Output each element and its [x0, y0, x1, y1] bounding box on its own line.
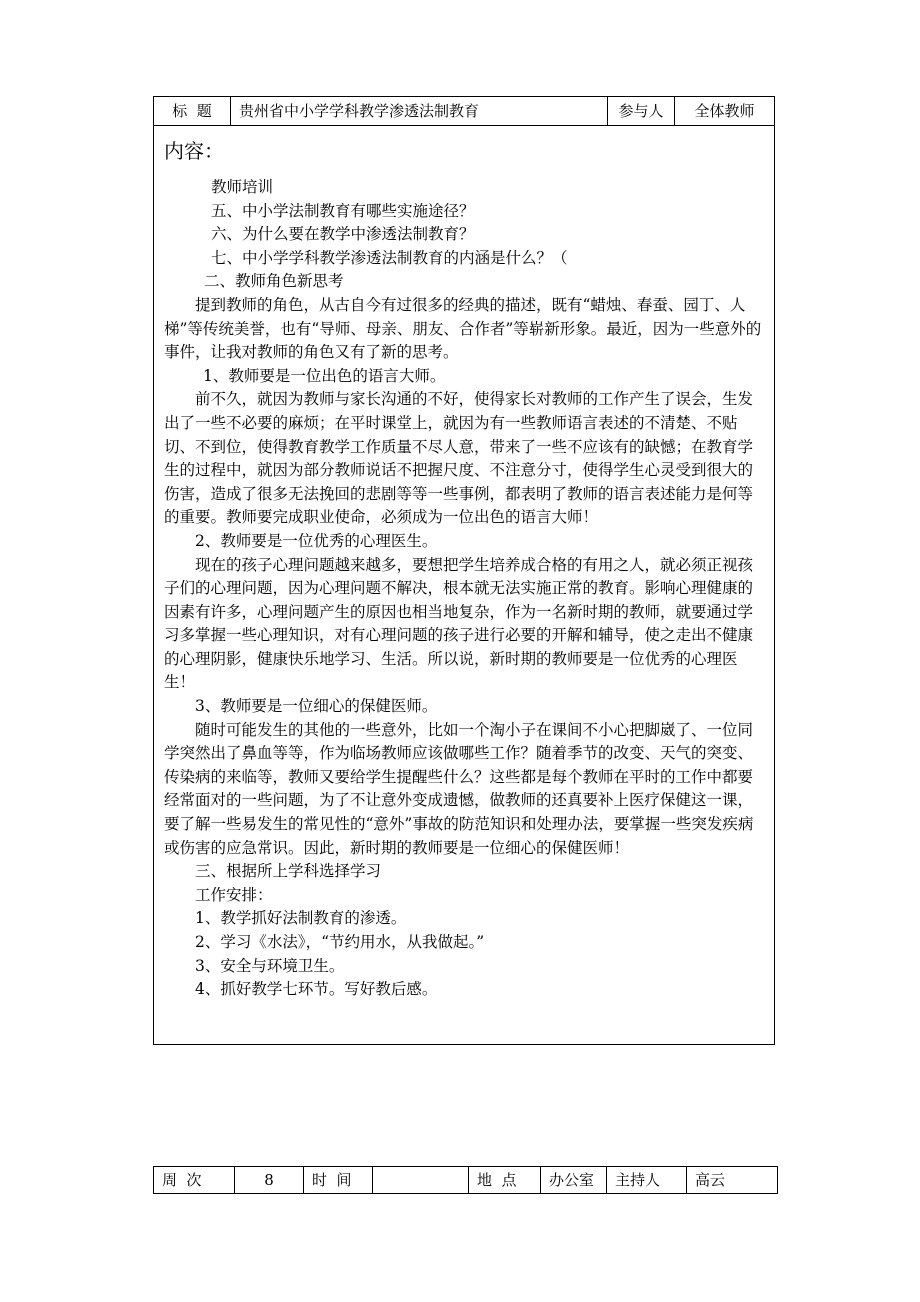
content-heading: 内容： — [164, 139, 224, 163]
meeting-info-table — [153, 1166, 778, 1194]
host-value: 高云 — [687, 1167, 778, 1194]
content-paragraph: 前不久，就因为教师与家长沟通的不好，使得家长对教师的工作产生了误会，生发出了一些不必要的麻烦；在平时课堂上，就因为有一些教师语言表述的不清楚、不贴切、不到位，使得教育教学工作质量不尽人意，带来了一些不应该有的缺憾；在教育学生的过程中，就因为部分教师说话不把握尺度、不注意分寸，使得学生心灵受到很大的伤害，造成了很多无法挽回的悲剧等等一些事例，都表明了教师的语言表述能力是何等的重要。教师要完成职业使命，必须成为一位出色的语言大师！ — [164, 390, 754, 527]
subheading: 1、教师要是一位出色的语言大师。 — [203, 366, 446, 385]
location-value: 办公室 — [541, 1167, 607, 1194]
participants-label: 参与人 — [608, 97, 675, 126]
section-heading: 二、教师角色新思考 — [204, 272, 344, 291]
subheading: 2、教师要是一位优秀的心理医生。 — [195, 531, 438, 550]
week-value: 8 — [235, 1167, 304, 1194]
section-heading: 三、根据所上学科选择学习 — [195, 862, 382, 881]
content-line: 六、为什么要在教学中渗透法制教育？ — [211, 225, 475, 244]
list-item: 4、抓好教学七环节。写好教后感。 — [195, 980, 438, 999]
list-item: 3、安全与环境卫生。 — [195, 956, 345, 975]
list-item: 2、学习《水法》，“节约用水，从我做起。” — [195, 933, 485, 951]
header-row — [154, 97, 775, 126]
lesson-record-table — [153, 96, 775, 1045]
content-line: 七、中小学学科教学渗透法制教育的内涵是什么？（ — [211, 248, 568, 267]
content-paragraph: 现在的孩子心理问题越来越多，要想把学生培养成合格的有用之人，就必须正视孩子们的心理问题，因为心理问题不解决，根本就无法实施正常的教育。影响心理健康的因素有许多，心理问题产生的原因也相当地复杂，作为一名新时期的教师，就要通过学习多掌握一些心理知识，对有心理问题的孩子进行必要的开解和辅导，使之走出不健康的心理阴影，健康快乐地学习、生活。所以说，新时期的教师要是一位优秀的心理医生！ — [164, 555, 754, 692]
content-paragraph: 随时可能发生的其他的一些意外，比如一个淘小子在课间不小心把脚崴了、一位同学突然出了鼻血等等，作为临场教师应该做哪些工作？随着季节的改变、天气的突变、传染病的来临等，教师又要给学生提醒些什么？这些都是每个教师在平时的工作中都要经常面对的一些问题，为了不让意外变成遗憾，做教师的还真要补上医疗保健这一课，要了解一些易发生的常见性的“意外”事故的防范知识和处理办法，要掌握一些突发疾病或伤害的应急常识。因此，新时期的教师要是一位细心的保健医师！ — [164, 720, 754, 857]
content-paragraph: 提到教师的角色，从古自今有过很多的经典的描述，既有“蜡烛、春蚕、园丁、人梯”等传统美誉，也有“导师、母亲、朋友、合作者”等崭新形象。最近，因为一些意外的事件，让我对教师的角色又有了新的思考。 — [164, 295, 762, 362]
title-label: 标 题 — [154, 97, 231, 126]
meeting-info-row — [154, 1167, 778, 1194]
subheading: 3、教师要是一位细心的保健医师。 — [195, 697, 438, 716]
content-line: 五、中小学法制教育有哪些实施途径？ — [211, 201, 475, 220]
content-row — [154, 126, 775, 1045]
content-body — [154, 126, 774, 1002]
content-line: 教师培训 — [211, 178, 274, 196]
location-label: 地 点 — [469, 1167, 541, 1194]
week-label: 周 次 — [154, 1167, 235, 1194]
time-label: 时 间 — [304, 1167, 373, 1194]
host-label: 主持人 — [607, 1167, 687, 1194]
list-item: 1、教学抓好法制教育的渗透。 — [195, 909, 407, 928]
title-value: 贵州省中小学学科教学渗透法制教育 — [231, 97, 608, 126]
participants-value: 全体教师 — [675, 97, 775, 126]
time-value — [373, 1167, 469, 1194]
content-cell — [154, 126, 775, 1045]
content-line: 工作安排： — [195, 885, 273, 904]
